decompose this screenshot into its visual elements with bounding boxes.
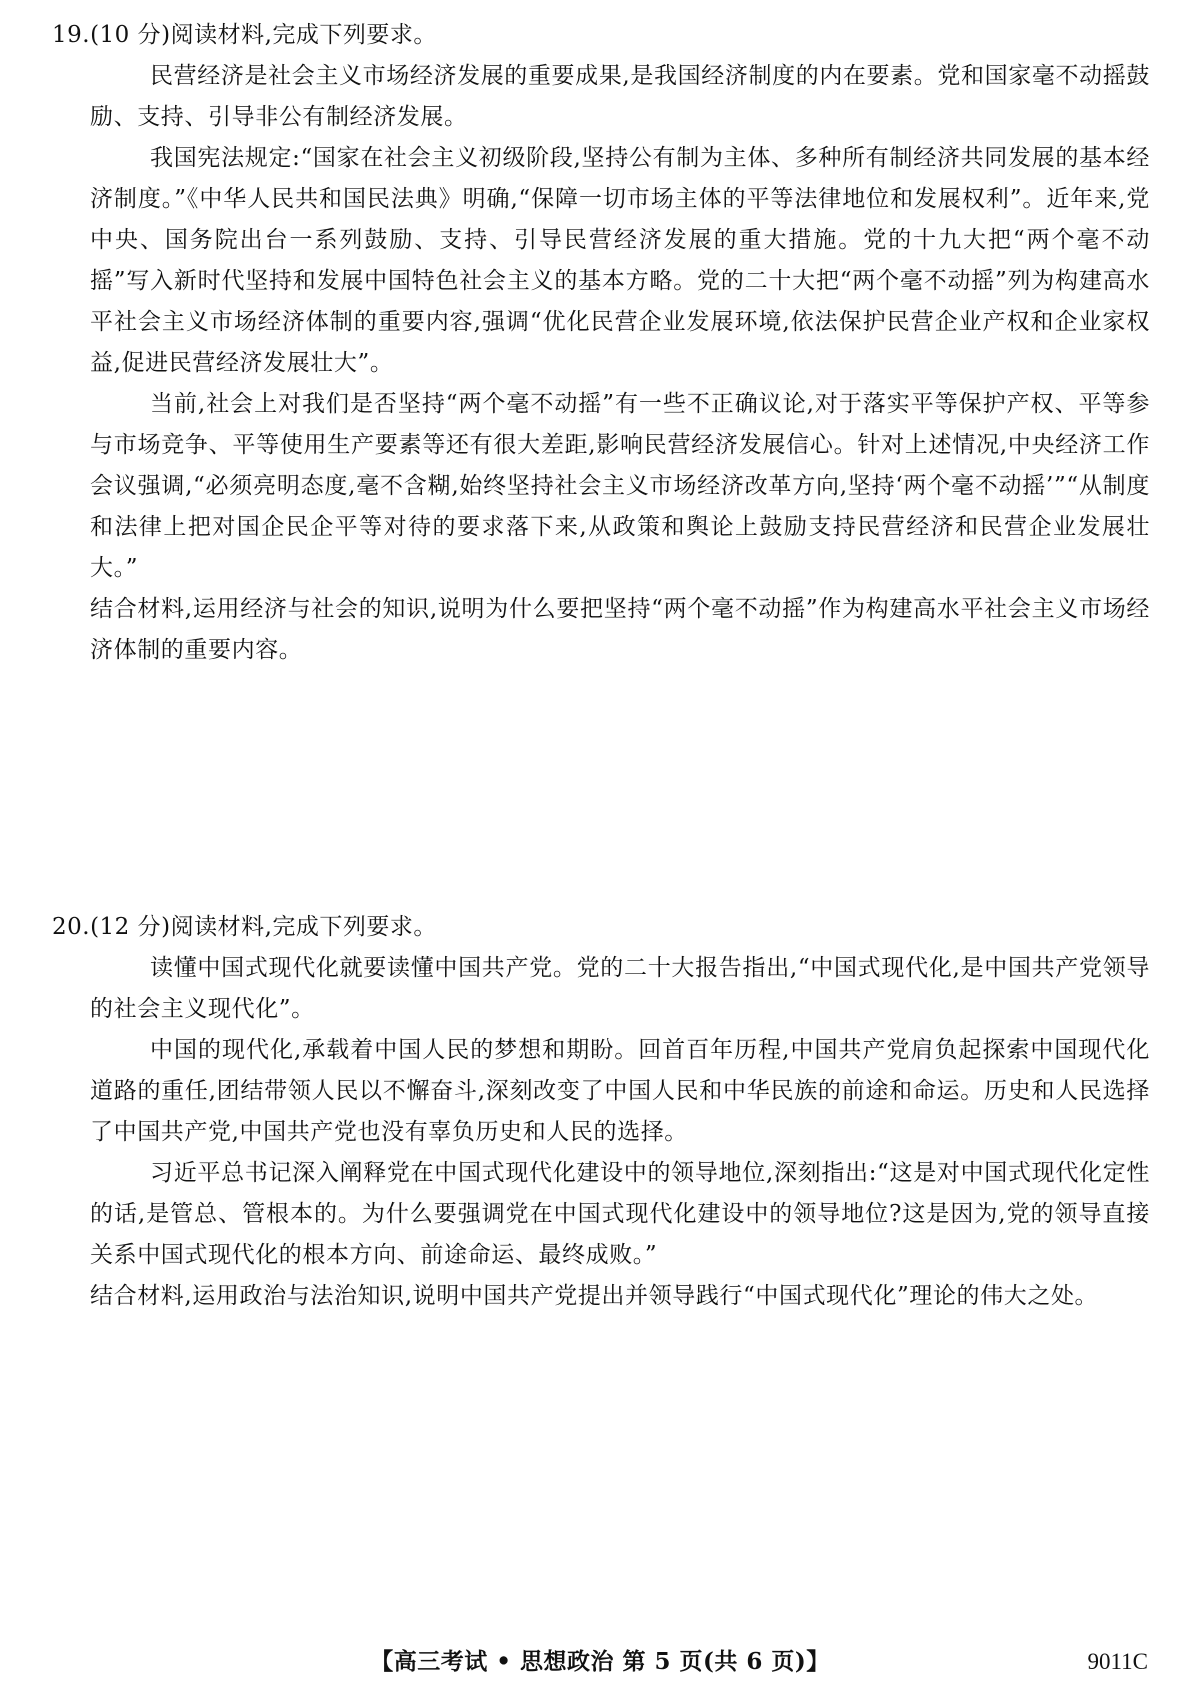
question-header: 19.(10 分)阅读材料,完成下列要求。 [52, 22, 437, 48]
footer-exam-label: 【高三考试 • 思想政治 第 5 页(共 6 页)】 [370, 1648, 830, 1675]
material-paragraph: 民营经济是社会主义市场经济发展的重要成果,是我国经济制度的内在要素。党和国家毫不动摇鼓励、支持、引导非公有制经济发展。 [90, 63, 1150, 130]
material-paragraph: 我国宪法规定:“国家在社会主义初级阶段,坚持公有制为主体、多种所有制经济共同发展的基本经济制度。”《中华人民共和国民法典》明确,“保障一切市场主体的平等法律地位和发展权利”。近年来,党中央、国务院出台一系列鼓励、支持、引导民营经济发展的重大措施。党的十九大把“两个毫不动摇”写入新时代坚持和发展中国特色社会主义的基本方略。党的二十大把“两个毫不动摇”列为构建高水平社会主义市场经济体制的重要内容,强调“优化民营企业发展环境,依法保护民营企业产权和企业家权益,促进民营经济发展壮大”。 [90, 145, 1150, 376]
question-20 [52, 906, 1150, 1317]
question-19 [52, 14, 1150, 671]
question-task: 结合材料,运用政治与法治知识,说明中国共产党提出并领导践行“中国式现代化”理论的伟大之处。 [90, 1283, 1099, 1309]
question-header: 20.(12 分)阅读材料,完成下列要求。 [52, 914, 437, 940]
material-paragraph: 当前,社会上对我们是否坚持“两个毫不动摇”有一些不正确议论,对于落实平等保护产权、平等参与市场竞争、平等使用生产要素等还有很大差距,影响民营经济发展信心。针对上述情况,中央经济工作会议强调,“必须亮明态度,毫不含糊,始终坚持社会主义市场经济改革方向,坚持‘两个毫不动摇’”“从制度和法律上把对国企民企平等对待的要求落下来,从政策和舆论上鼓励支持民营经济和民营企业发展壮大。” [90, 391, 1150, 581]
material-paragraph: 读懂中国式现代化就要读懂中国共产党。党的二十大报告指出,“中国式现代化,是中国共产党领导的社会主义现代化”。 [90, 955, 1150, 1022]
page-footer [0, 1642, 1200, 1682]
footer-exam-code: 9011C [1087, 1649, 1148, 1674]
material-paragraph: 习近平总书记深入阐释党在中国式现代化建设中的领导地位,深刻指出:“这是对中国式现代化定性的话,是管总、管根本的。为什么要强调党在中国式现代化建设中的领导地位?这是因为,党的领导直接关系中国式现代化的根本方向、前途命运、最终成败。” [90, 1160, 1150, 1268]
material-paragraph: 中国的现代化,承载着中国人民的梦想和期盼。回首百年历程,中国共产党肩负起探索中国现代化道路的重任,团结带领人民以不懈奋斗,深刻改变了中国人民和中华民族的前途和命运。历史和人民选择了中国共产党,中国共产党也没有辜负历史和人民的选择。 [90, 1037, 1150, 1145]
question-task: 结合材料,运用经济与社会的知识,说明为什么要把坚持“两个毫不动摇”作为构建高水平社会主义市场经济体制的重要内容。 [90, 596, 1150, 663]
